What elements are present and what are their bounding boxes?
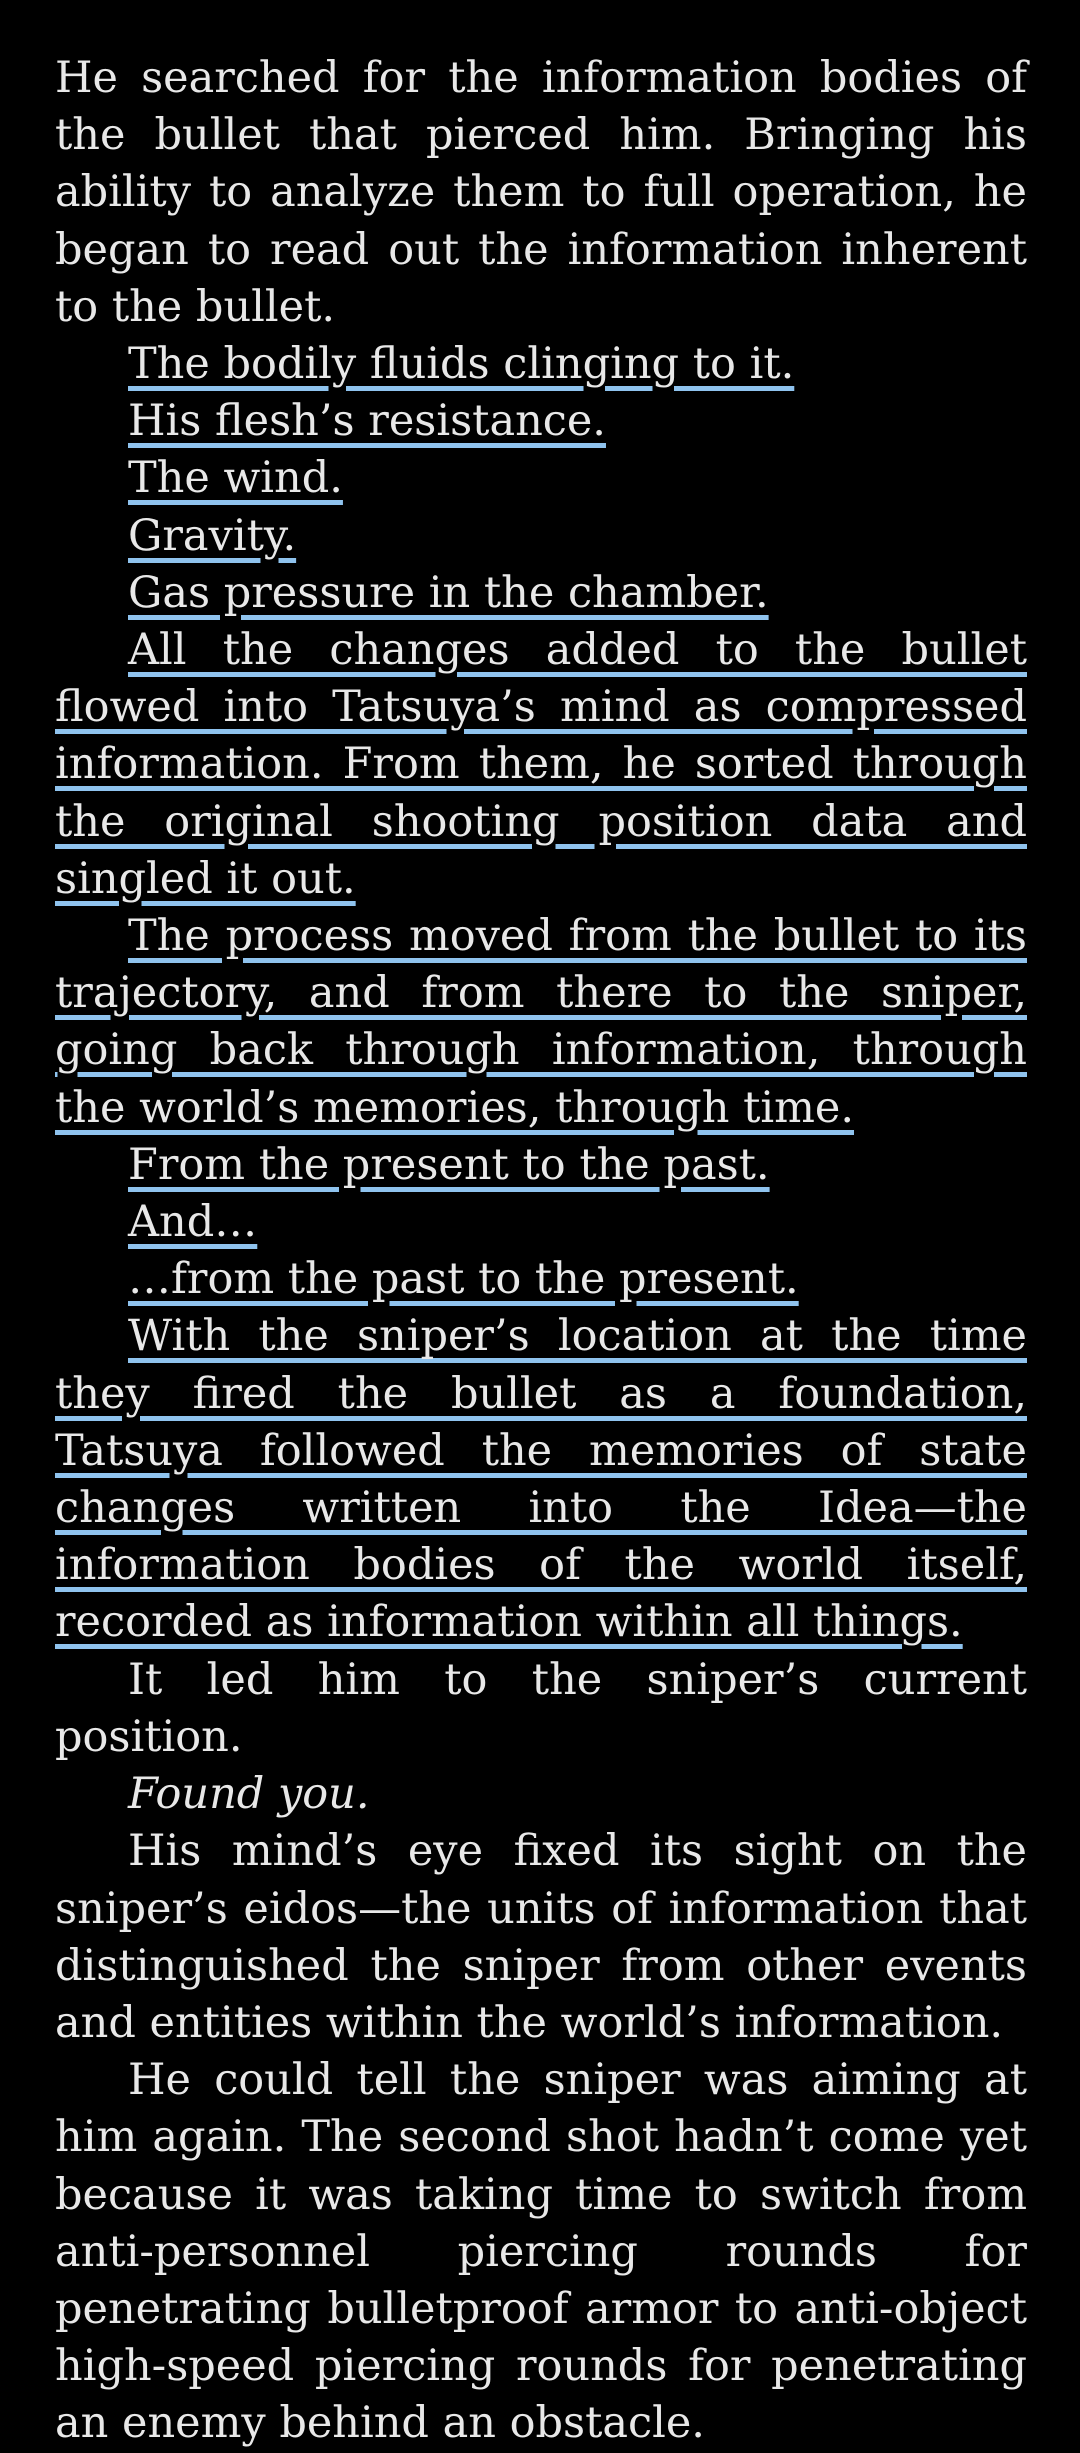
- highlighted-text[interactable]: …from the past to the present.: [128, 1254, 799, 1305]
- paragraph-highlighted[interactable]: [55, 393, 1027, 450]
- paragraph: [55, 1823, 1027, 2052]
- paragraph-highlighted[interactable]: [55, 336, 1027, 393]
- highlighted-text[interactable]: And…: [128, 1197, 258, 1248]
- paragraph-highlighted[interactable]: [55, 1137, 1027, 1194]
- paragraph-highlighted[interactable]: [55, 1308, 1027, 1651]
- italic-text: Found you.: [128, 1769, 370, 1820]
- book-text: [55, 50, 1027, 2453]
- paragraph-highlighted[interactable]: [55, 450, 1027, 507]
- highlighted-text[interactable]: With the sniper’s location at the time they fired the bullet as a foundation, Tatsuya followed the memories of state changes written into the Idea—the information bodies of the world itself, recorded as information within all things.: [55, 1311, 1027, 1648]
- paragraph: [55, 1766, 1027, 1823]
- highlighted-text[interactable]: The bodily fluids clinging to it.: [128, 339, 795, 390]
- highlighted-text[interactable]: Gas pressure in the chamber.: [128, 567, 769, 618]
- paragraph-highlighted[interactable]: [55, 908, 1027, 1137]
- paragraph-highlighted[interactable]: [55, 1194, 1027, 1251]
- paragraph-text: He could tell the sniper was aiming at him again. The second shot hadn’t come yet because it was taking time to switch from anti-personnel piercing rounds for penetrating bulletproof armor to anti-object high-speed piercing rounds for penetrating an enemy behind an obstacle.: [55, 2055, 1027, 2449]
- highlighted-text[interactable]: The wind.: [128, 453, 343, 504]
- highlighted-text[interactable]: His flesh’s resistance.: [128, 396, 606, 447]
- paragraph-text: He searched for the information bodies of the bullet that pierced him. Bringing his ability to analyze them to full operation, he began to read out the information inherent to the bullet.: [55, 53, 1027, 332]
- paragraph-text: His mind’s eye fixed its sight on the sniper’s eidos—the units of information that distinguished the sniper from other events and entities within the world’s information.: [55, 1826, 1027, 2048]
- highlighted-text[interactable]: The process moved from the bullet to its trajectory, and from there to the sniper, going back through information, through the world’s memories, through time.: [55, 911, 1027, 1133]
- paragraph-highlighted[interactable]: [55, 508, 1027, 565]
- paragraph: [55, 2052, 1027, 2452]
- highlighted-text[interactable]: Gravity.: [128, 510, 297, 561]
- paragraph-text: It led him to the sniper’s current position.: [55, 1654, 1027, 1762]
- paragraph: [55, 50, 1027, 336]
- highlighted-text[interactable]: From the present to the past.: [128, 1139, 770, 1190]
- paragraph-highlighted[interactable]: [55, 565, 1027, 622]
- highlighted-text[interactable]: All the changes added to the bullet flowed into Tatsuya’s mind as compressed information. From them, he sorted through the original shooting position data and singled it out.: [55, 625, 1027, 904]
- paragraph-highlighted[interactable]: [55, 622, 1027, 908]
- paragraph: [55, 1652, 1027, 1766]
- paragraph-highlighted[interactable]: [55, 1251, 1027, 1308]
